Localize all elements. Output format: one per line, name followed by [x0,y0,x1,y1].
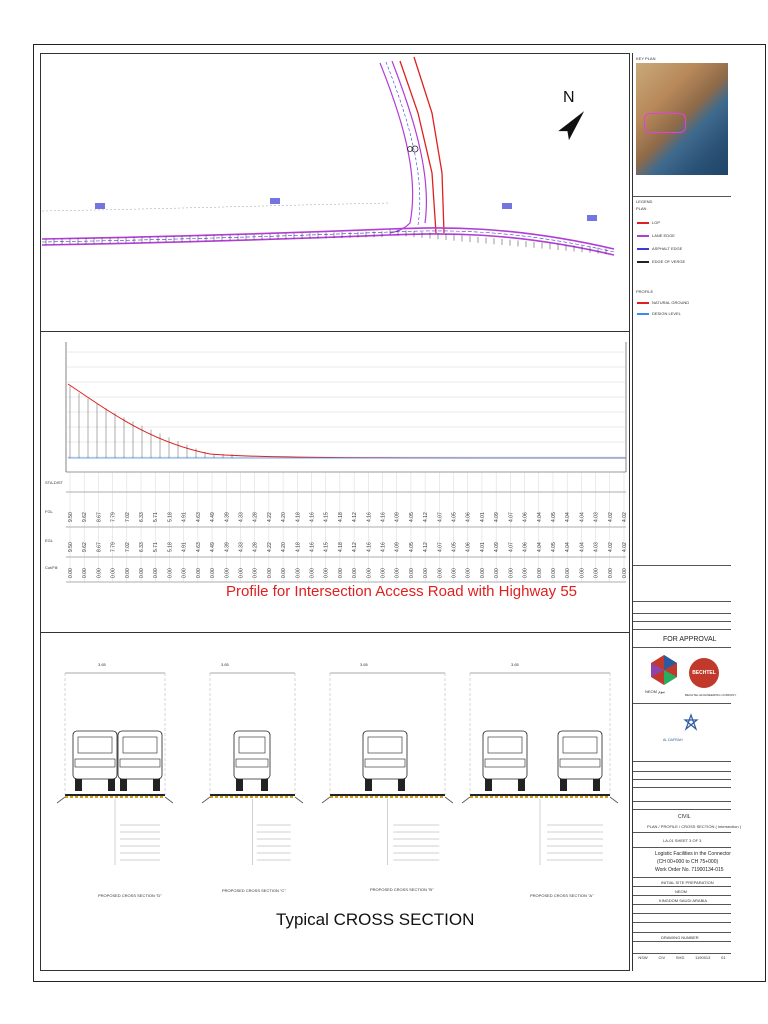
fgl-value: 4.07 [437,512,444,522]
fgl-value: 4.04 [565,512,572,522]
cutfill-value: 0.00 [579,568,586,578]
legend-item-natural-ground: NATURAL GROUND [637,300,689,305]
egl-value: 4.18 [295,542,302,552]
cutfill-value: 0.00 [479,568,486,578]
legend-swatch [637,235,649,237]
egl-value: 4.15 [323,542,330,552]
cutfill-value: 0.00 [494,568,501,578]
band-label-sta: STA-DIST [45,480,63,485]
egl-value: 4.06 [465,542,472,552]
sheet-number: LA-01 SHEET 3 OF 3 [663,838,702,843]
fgl-value: 7.79 [110,512,117,522]
fgl-value: 4.06 [465,512,472,522]
cutfill-value: 0.00 [309,568,316,578]
vehicle-outline [483,731,527,791]
egl-value: 4.12 [352,542,359,552]
vehicle-outline [363,731,407,791]
cutfill-value: 0.00 [593,568,600,578]
fgl-value: 4.49 [210,512,217,522]
fgl-value: 5.71 [153,512,160,522]
fgl-value: 4.20 [281,512,288,522]
code-number: 1190013 [695,955,711,960]
cutfill-value: 0.00 [82,568,89,578]
cutfill-value: 0.00 [266,568,273,578]
legend-title: LEGEND [636,199,653,204]
egl-value: 4.05 [408,542,415,552]
fgl-value: 4.03 [593,512,600,522]
natural-ground-line [68,384,626,458]
band-label-cutfill: Cut/Fill [45,565,58,570]
fgl-value: 6.33 [139,512,146,522]
key-plan-label: KEY PLAN [636,56,656,61]
cutfill-value: 0.00 [565,568,572,578]
legend-profile-label: PROFILE [636,289,654,294]
egl-value: 4.39 [224,542,231,552]
connector-lop-left [400,61,436,233]
legend-plan-label: PLAN [636,206,647,211]
egl-value: 4.07 [437,542,444,552]
cutfill-value: 0.00 [408,568,415,578]
fgl-value: 4.22 [266,512,273,522]
fgl-value: 4.16 [380,512,387,522]
xs-caption-a: PROPOSED CROSS SECTION "A" [530,893,594,898]
egl-value: 4.01 [479,542,486,552]
egl-value: 4.49 [210,542,217,552]
xs-b-dimension: 3.65 [360,662,368,667]
code-originator: NSW [638,955,648,960]
egl-value: 7.79 [110,542,117,552]
fgl-value: 5.18 [167,512,174,522]
fgl-value: 4.01 [479,512,486,522]
cutfill-value: 0.00 [423,568,430,578]
vehicle-outline [234,731,270,791]
legend-item-edge-of-verge: EDGE OF VERGE [637,259,685,264]
legend-swatch [637,261,649,263]
fgl-value: 4.12 [352,512,359,522]
fgl-value: 4.02 [622,512,628,522]
egl-value: 9.50 [68,542,74,552]
egl-value: 7.02 [124,542,131,552]
highway-lane-edge-top [42,228,614,249]
drawing-code-row [633,955,731,960]
cross-section-title: Typical CROSS SECTION [276,910,475,929]
vehicle-outline [73,731,117,791]
egl-value: 4.16 [380,542,387,552]
fgl-value: 4.07 [508,512,515,522]
cutfill-value: 0.00 [394,568,401,578]
title-block [632,53,742,971]
cutfill-value: 0.00 [167,568,174,578]
fgl-value: 4.18 [337,512,344,522]
egl-value: 4.33 [238,542,245,552]
client-label: NEOM [675,889,687,894]
legend-swatch [637,302,649,304]
neom-logo-text: NEOM نيوم [645,689,665,694]
cutfill-value: 0.00 [210,568,217,578]
xs-a-dimension: 3.65 [511,662,519,667]
xs-caption-d: PROPOSED CROSS SECTION "D" [98,893,162,898]
egl-value: 4.63 [195,542,202,552]
cutfill-value: 0.00 [380,568,387,578]
connector-centerline [386,62,420,225]
legend-item-lane-edge: LANE EDGE [637,233,675,238]
egl-value: 4.18 [337,542,344,552]
fgl-value: 4.16 [309,512,316,522]
cutfill-value: 0.00 [366,568,373,578]
svg-text:N: N [563,89,575,106]
profile-title: Profile for Intersection Access Road with Highway 55 [226,583,577,600]
cutfill-value: 0.00 [153,568,160,578]
fgl-value: 4.33 [238,512,245,522]
legend-swatch [637,222,649,224]
egl-value: 4.02 [622,542,628,552]
code-revision: 01 [721,955,726,960]
egl-value: 4.20 [281,542,288,552]
egl-value: 4.07 [508,542,515,552]
bechtel-logo: BECHTEL [689,658,719,688]
vehicle-outline [118,731,162,791]
egl-value: 4.04 [536,542,543,552]
cutfill-value: 0.00 [323,568,330,578]
drawing-number-label: DRAWING NUMBER [661,935,699,940]
egl-value: 6.33 [139,542,146,552]
vehicle-outline [558,731,602,791]
plan-label-tag [270,198,280,204]
egl-value: 4.05 [550,542,557,552]
key-plan-map [636,63,728,175]
egl-value: 4.05 [451,542,458,552]
cutfill-value: 0.00 [451,568,458,578]
plan-label-tag [95,203,105,209]
fgl-value: 4.05 [408,512,415,522]
egl-value: 4.09 [394,542,401,552]
egl-value: 5.71 [153,542,160,552]
cutfill-value: 0.00 [550,568,557,578]
cutfill-value: 0.00 [522,568,529,578]
fgl-value: 4.02 [607,512,614,522]
cutfill-value: 0.00 [181,568,188,578]
project-chainage: (CH 00+000 to CH 75+000) [657,859,719,865]
egl-value: 4.16 [366,542,373,552]
band-label-fgl: FGL [45,509,53,514]
egl-value: 4.09 [494,542,501,552]
fgl-value: 7.02 [124,512,131,522]
legend-swatch [637,313,649,315]
fgl-value: 4.09 [494,512,501,522]
egl-value: 4.04 [565,542,572,552]
fgl-value: 4.91 [181,512,188,522]
legend-item-lop: LOP [637,220,660,225]
code-type: SHD [675,955,685,960]
work-order: Work Order No. 71900134-015 [655,867,724,873]
plan-label-tag [587,215,597,221]
egl-value: 4.04 [579,542,586,552]
cutfill-value: 0.00 [96,568,103,578]
fgl-value: 4.05 [451,512,458,522]
egl-value: 9.62 [82,542,89,552]
legend-item-design-level: DESIGN LEVEL [637,311,681,316]
connector-lane-edge-right [392,61,426,223]
xs-caption-c: PROPOSED CROSS SECTION "C" [222,888,286,893]
egl-value: 4.28 [252,542,259,552]
legend-item-asphalt-edge: ASPHALT EDGE [637,246,682,251]
fgl-value: 9.50 [68,512,74,522]
xs-caption-b: PROPOSED CROSS SECTION "B" [370,887,434,892]
egl-value: 4.06 [522,542,529,552]
phase-label: INITIAL SITE PREPARATION [661,880,714,885]
highway-offset-line [42,203,390,211]
fgl-value: 4.04 [579,512,586,522]
band-label-egl: EGL [45,538,54,543]
xs-d-dimension: 3.65 [98,662,106,667]
cutfill-value: 0.00 [195,568,202,578]
bechtel-subtitle: BECHTEL ENGINEERING COMPANY [685,693,737,697]
egl-value: 4.02 [607,542,614,552]
cutfill-value: 0.00 [607,568,614,578]
cutfill-value: 0.00 [281,568,288,578]
fgl-value: 4.04 [536,512,543,522]
egl-value: 4.22 [266,542,273,552]
for-approval-label: FOR APPROVAL [663,636,717,643]
cutfill-value: 0.00 [437,568,444,578]
cutfill-value: 0.00 [68,568,74,578]
cutfill-value: 0.00 [465,568,472,578]
neom-logo [647,653,681,687]
plan-label-tag [502,203,512,209]
fgl-value: 8.67 [96,512,103,522]
cutfill-value: 0.00 [110,568,117,578]
legend-swatch [637,248,649,250]
egl-value: 4.12 [423,542,430,552]
north-arrow-icon [540,83,596,140]
cutfill-value: 0.00 [352,568,359,578]
cutfill-value: 0.00 [124,568,131,578]
egl-value: 8.67 [96,542,103,552]
fgl-value: 4.63 [195,512,202,522]
egl-value: 4.16 [309,542,316,552]
plan-view [40,53,630,331]
egl-value: 5.18 [167,542,174,552]
fgl-value: 4.28 [252,512,259,522]
fgl-value: 4.16 [366,512,373,522]
connector-lop-right [414,57,444,233]
cutfill-value: 0.00 [508,568,515,578]
cutfill-value: 0.00 [224,568,231,578]
fgl-value: 4.12 [423,512,430,522]
fgl-value: 4.39 [224,512,231,522]
code-discipline: CIV [658,955,666,960]
fgl-value: 4.06 [522,512,529,522]
cutfill-value: 0.00 [139,568,146,578]
cutfill-value: 0.00 [238,568,245,578]
drawing-description: PLAN / PROFILE / CROSS SECTION ( Intersection ) [647,824,742,829]
aldafrah-logo: AL DAFRAH [663,713,703,739]
project-title: Logistic Facilities in the Connector [655,851,731,857]
cutfill-value: 0.00 [536,568,543,578]
key-plan-highlight [644,113,686,133]
cutfill-value: 0.00 [622,568,628,578]
egl-value: 4.91 [181,542,188,552]
cross-sections [40,633,630,933]
fgl-value: 4.18 [295,512,302,522]
cutfill-value: 0.00 [295,568,302,578]
egl-value: 4.03 [593,542,600,552]
fgl-value: 9.62 [82,512,89,522]
fgl-value: 4.09 [394,512,401,522]
fgl-value: 4.15 [323,512,330,522]
discipline-label: CIVIL [678,814,691,820]
cutfill-value: 0.00 [337,568,344,578]
cutfill-value: 0.00 [252,568,259,578]
xs-c-dimension: 3.65 [221,662,229,667]
country-label: KINGDOM SAUDI ARABIA [659,898,708,903]
fgl-value: 4.05 [550,512,557,522]
